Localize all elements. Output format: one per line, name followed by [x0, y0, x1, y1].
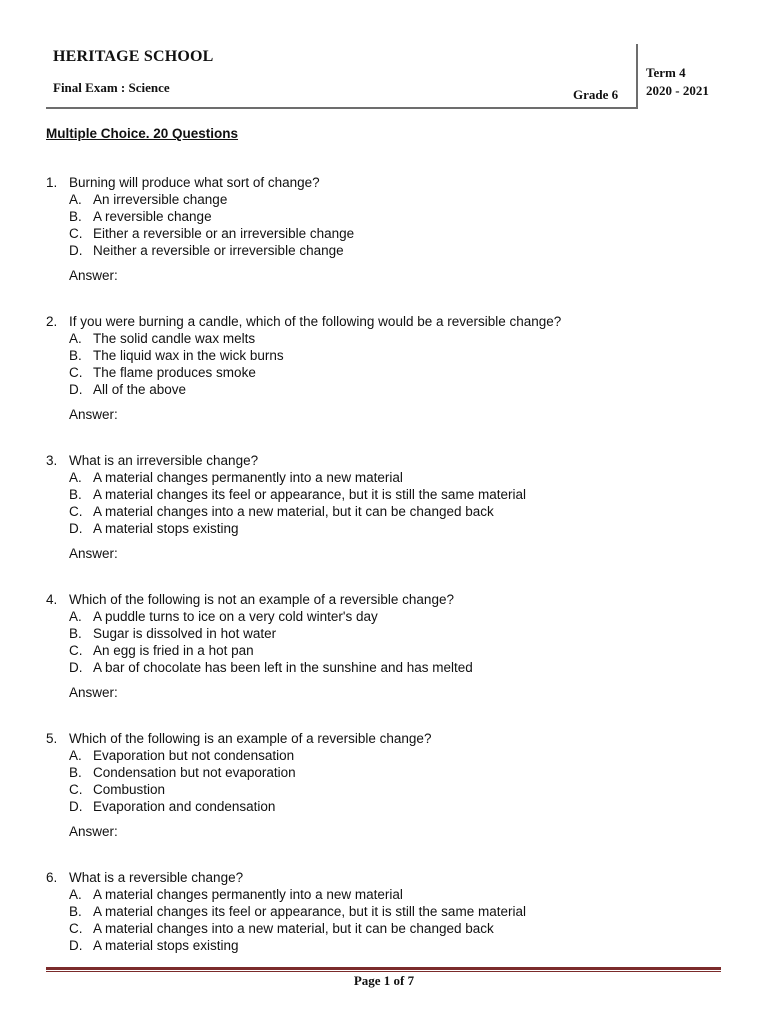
option-letter: D. — [69, 799, 83, 814]
header-divider-horizontal — [46, 107, 638, 109]
option-letter: C. — [69, 643, 83, 658]
option-item — [46, 330, 706, 347]
option-letter: C. — [69, 782, 83, 797]
question-number: 5. — [46, 731, 58, 746]
option-text: An irreversible change — [93, 192, 228, 207]
answer-label: Answer: — [69, 824, 118, 839]
option-item — [46, 747, 706, 764]
option-item — [46, 503, 706, 520]
option-text: A bar of chocolate has been left in the sunshine and has melted — [93, 660, 473, 675]
option-text: An egg is fried in a hot pan — [93, 643, 254, 658]
option-letter: A. — [69, 609, 82, 624]
option-letter: C. — [69, 921, 83, 936]
option-letter: C. — [69, 226, 83, 241]
option-letter: A. — [69, 748, 82, 763]
page-number: Page 1 of 7 — [353, 973, 415, 988]
question-text: What is an irreversible change? — [69, 453, 259, 468]
option-letter: D. — [69, 382, 83, 397]
question-block — [46, 730, 706, 840]
option-text: Sugar is dissolved in hot water — [93, 626, 277, 641]
question-number: 2. — [46, 314, 58, 329]
option-text: A material changes into a new material, but it can be changed back — [93, 504, 494, 519]
answer-label: Answer: — [69, 685, 118, 700]
option-item — [46, 242, 706, 259]
option-letter: C. — [69, 365, 83, 380]
answer-label: Answer: — [69, 407, 118, 422]
question-block — [46, 869, 706, 954]
option-item — [46, 798, 706, 815]
question-block — [46, 313, 706, 423]
grade-label: Grade 6 — [573, 87, 619, 102]
option-item — [46, 364, 706, 381]
option-item — [46, 208, 706, 225]
footer-rule-thick — [46, 967, 721, 970]
answer-label: Answer: — [69, 546, 118, 561]
option-letter: A. — [69, 331, 82, 346]
option-letter: B. — [69, 487, 82, 502]
option-text: Evaporation and condensation — [93, 799, 276, 814]
question-number: 6. — [46, 870, 58, 885]
school-year: 2020 - 2021 — [646, 83, 709, 98]
question-number: 1. — [46, 175, 58, 190]
answer-label: Answer: — [69, 268, 118, 283]
option-item — [46, 903, 706, 920]
option-item — [46, 781, 706, 798]
option-text: A material stops existing — [93, 521, 239, 536]
question-number: 3. — [46, 453, 58, 468]
option-text: Combustion — [93, 782, 166, 797]
question-text: If you were burning a candle, which of the following would be a reversible change? — [69, 314, 562, 329]
option-letter: B. — [69, 209, 82, 224]
option-letter: A. — [69, 470, 82, 485]
question-number: 4. — [46, 592, 58, 607]
option-item — [46, 920, 706, 937]
option-letter: B. — [69, 626, 82, 641]
question-block — [46, 174, 706, 284]
option-letter: D. — [69, 938, 83, 953]
option-item — [46, 764, 706, 781]
option-letter: D. — [69, 660, 83, 675]
footer-rule-thin — [46, 971, 721, 972]
option-item — [46, 520, 706, 537]
option-item — [46, 608, 706, 625]
option-item — [46, 642, 706, 659]
option-letter: C. — [69, 504, 83, 519]
option-letter: B. — [69, 348, 82, 363]
option-text: A material changes permanently into a new material — [93, 887, 403, 902]
option-item — [46, 469, 706, 486]
option-text: Neither a reversible or irreversible change — [93, 243, 344, 258]
exam-title: Final Exam : Science — [53, 80, 170, 95]
option-item — [46, 886, 706, 903]
question-text: Which of the following is not an example of a reversible change? — [69, 592, 454, 607]
option-letter: A. — [69, 192, 82, 207]
option-text: Evaporation but not condensation — [93, 748, 295, 763]
school-name: HERITAGE SCHOOL — [53, 48, 214, 65]
option-text: All of the above — [93, 382, 187, 397]
option-item — [46, 347, 706, 364]
option-letter: B. — [69, 904, 82, 919]
option-letter: B. — [69, 765, 82, 780]
option-text: A puddle turns to ice on a very cold winter's day — [93, 609, 378, 624]
question-text: What is a reversible change? — [69, 870, 244, 885]
option-text: A material changes its feel or appearance, but it is still the same material — [93, 904, 526, 919]
option-text: A material changes into a new material, but it can be changed back — [93, 921, 494, 936]
option-letter: D. — [69, 243, 83, 258]
option-item — [46, 625, 706, 642]
option-item — [46, 937, 706, 954]
option-text: Either a reversible or an irreversible change — [93, 226, 355, 241]
question-text: Burning will produce what sort of change? — [69, 175, 320, 190]
option-text: A material changes its feel or appearance, but it is still the same material — [93, 487, 526, 502]
option-text: The liquid wax in the wick burns — [93, 348, 284, 363]
option-item — [46, 225, 706, 242]
option-item — [46, 659, 706, 676]
option-text: Condensation but not evaporation — [93, 765, 296, 780]
option-item — [46, 486, 706, 503]
option-item — [46, 191, 706, 208]
option-text: A material stops existing — [93, 938, 239, 953]
option-letter: A. — [69, 887, 82, 902]
question-block — [46, 452, 706, 562]
question-text: Which of the following is an example of a reversible change? — [69, 731, 432, 746]
header-divider-vertical — [636, 44, 638, 108]
option-text: The flame produces smoke — [93, 365, 256, 380]
option-letter: D. — [69, 521, 83, 536]
option-text: A reversible change — [93, 209, 212, 224]
option-text: A material changes permanently into a new material — [93, 470, 403, 485]
section-title: Multiple Choice. 20 Questions — [46, 126, 239, 141]
question-block — [46, 591, 706, 701]
option-text: The solid candle wax melts — [93, 331, 256, 346]
option-item — [46, 381, 706, 398]
term-label: Term 4 — [646, 65, 686, 80]
